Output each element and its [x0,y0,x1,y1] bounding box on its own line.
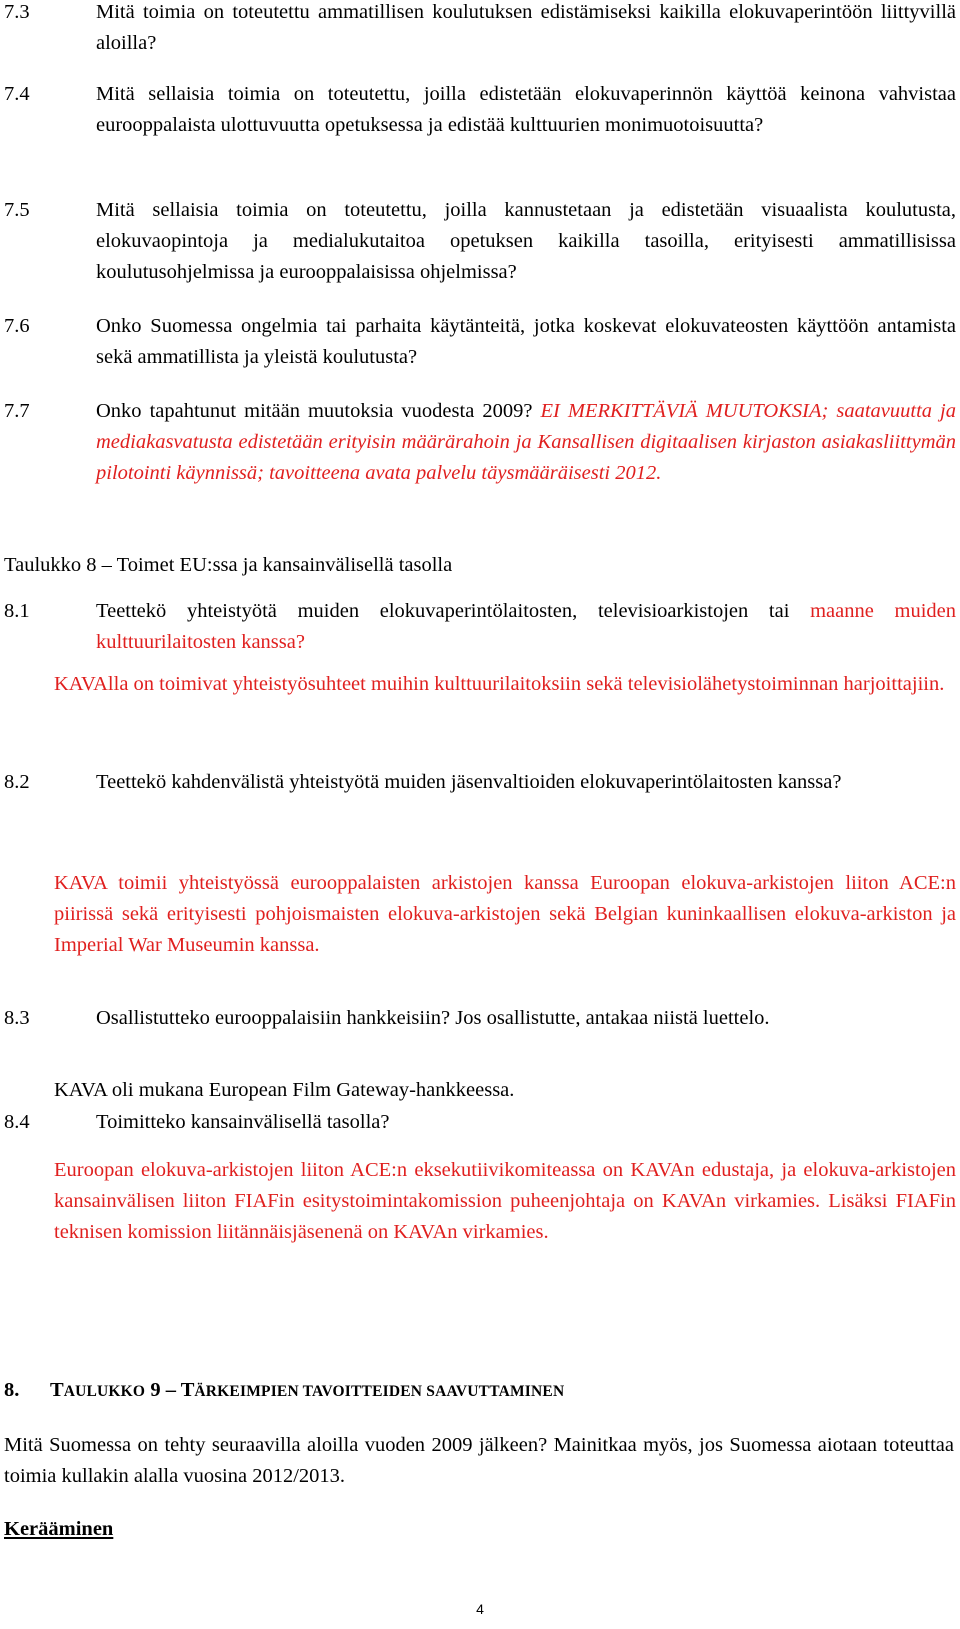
subheading-keraaminen: Kerääminen [4,1518,114,1540]
item-number: 7.7 [4,400,30,422]
question-8-2 [4,767,956,798]
question-text: Mitä sellaisia toimia on toteutettu, joilla edistetään elokuvaperinnön käyttöä keinona vahvistaa eurooppalaista ulottuvuutta opetuksessa ja edistää kulttuurien monimuotoisuutta? [96,83,956,136]
item-number: 8.2 [4,771,30,793]
item-number: 8.3 [4,1007,30,1029]
table-caption: Taulukko 8 – Toimet EU:ssa ja kansainvälisellä tasolla [4,554,453,576]
question-8-1-black: Teettekö yhteistyötä muiden elokuvaperintölaitosten, televisioarkistojen tai [96,600,790,622]
answer-8-2: KAVA toimii yhteistyössä eurooppalaisten arkistojen kanssa Euroopan elokuva-arkistojen liiton ACE:n piirissä sekä erityisesti pohjoismaisten elokuva-arkistojen sekä Belgian kuninkaallisen elokuva-arkiston ja Imperial War Museumin kanssa. [54,872,956,956]
question-text: Osallistutteko eurooppalaisiin hankkeisiin? Jos osallistutte, antakaa niistä luettelo. [96,1007,770,1029]
question-7-3 [4,0,956,59]
intro-paragraph: Mitä Suomessa on tehty seuraavilla aloilla vuoden 2009 jälkeen? Mainitkaa myös, jos Suomessa aiotaan toteuttaa toimia kullakin alalla vuosina 2012/2013. [4,1434,954,1487]
answer-8-1: KAVAlla on toimivat yhteistyösuhteet muihin kulttuurilaitoksiin sekä televisiolähetystoiminnan harjoittajiin. [54,673,945,695]
page-number: 4 [476,1601,484,1617]
question-8-1 [4,596,956,658]
answer-7-7: EI MERKITTÄVIÄ MUUTOKSIA; saatavuutta ja mediakasvatusta edistetään erityisin määrärahoin ja Kansallisen digitaalisen kirjaston asiakasliittymän pilotointi käynnissä; tavoitteena avata palvelu täysmääräisesti 2012. [96,400,956,484]
section-title-initial-2: T [180,1379,195,1401]
question-7-4 [4,79,956,141]
item-number: 8.1 [4,600,30,622]
section-title-part-1: AULUKKO [63,1383,146,1400]
section-number: 8. [4,1379,20,1401]
question-text: Teettekö kahdenvälistä yhteistyötä muiden jäsenvaltioiden elokuvaperintölaitosten kanssa? [96,771,842,793]
question-8-3 [4,1003,956,1034]
question-text: Toimitteko kansainvälisellä tasolla? [96,1111,390,1133]
section-title-part-2: 9 – [145,1379,181,1401]
section-title-initial-1: T [50,1379,64,1401]
answer-8-4: Euroopan elokuva-arkistojen liiton ACE:n eksekutiivikomiteassa on KAVAn edustaja, ja elokuva-arkistojen kansainvälisen liiton FIAFin esitystoimintakomission puheenjohtaja on KAVAn virkamies. Lisäksi FIAFin teknisen komission liitännäisjäsenenä on KAVAn virkamies. [54,1159,956,1243]
question-7-7 [4,396,956,489]
section-heading [4,1375,944,1407]
question-8-4 [4,1107,956,1138]
question-8-1-red: maanne muiden kulttuurilaitosten kanssa? [96,600,956,653]
question-text: Onko Suomessa ongelmia tai parhaita käytänteitä, jotka koskevat elokuvateosten käyttöön antamista sekä ammatillista ja yleistä koulutusta? [96,315,956,368]
question-7-7-text: Onko tapahtunut mitään muutoksia vuodesta 2009? [96,400,533,422]
question-7-5 [4,195,956,288]
item-number: 7.6 [4,315,30,337]
section-title-part-3: ÄRKEIMPIEN TAVOITTEIDEN SAAVUTTAMINEN [194,1383,565,1400]
item-number: 7.5 [4,199,30,221]
question-text: Mitä sellaisia toimia on toteutettu, joilla kannustetaan ja edistetään visuaalista koulutusta, elokuvaopintoja ja medialukutaitoa opetuksen kaikilla tasoilla, erityisesti ammatillisissa koulutusohjelmissa ja eurooppalaisissa ohjelmissa? [96,199,956,283]
question-text: Mitä toimia on toteutettu ammatillisen koulutuksen edistämiseksi kaikilla elokuvaperintöön liittyvillä aloilla? [96,1,956,54]
item-number: 8.4 [4,1111,30,1133]
question-text [96,596,956,658]
item-number: 7.3 [4,1,30,23]
answer-8-3: KAVA oli mukana European Film Gateway-hankkeessa. [54,1079,515,1101]
question-7-6 [4,311,956,373]
item-number: 7.4 [4,83,30,105]
question-text [96,396,956,489]
